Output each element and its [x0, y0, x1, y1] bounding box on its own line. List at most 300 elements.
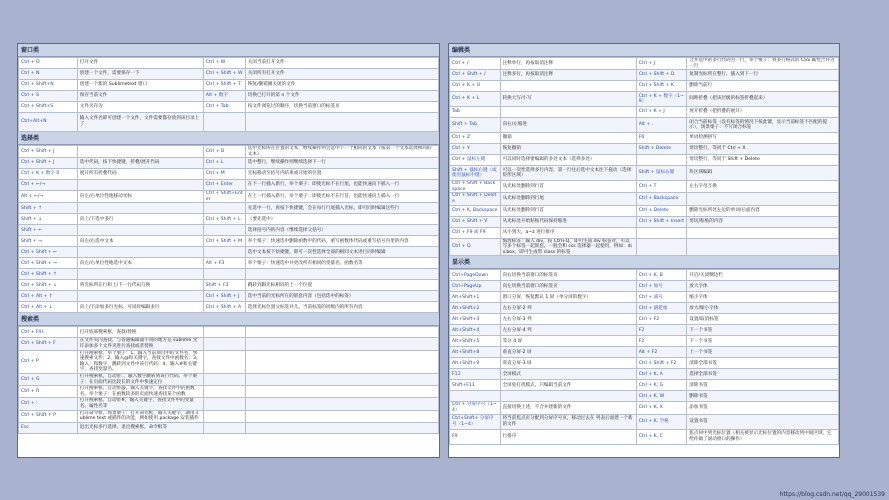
table-row	[19, 191, 439, 203]
shortcut-desc: 选中当前的光标所在的嵌套内容（包括选中的标签）	[245, 291, 438, 302]
shortcut-desc: 注释单行，再按取消注释	[500, 58, 636, 70]
shortcut-desc: 关闭当前打开文件	[245, 58, 438, 69]
shortcut-desc: 向左/右单位性地移动光标	[77, 191, 203, 203]
shortcut-key: Shift + →	[19, 236, 78, 247]
shortcut-key: Alt + ←/→	[19, 191, 78, 203]
shortcut-key: Alt + 数字	[203, 91, 245, 102]
table-row	[450, 81, 839, 92]
shortcut-key: Ctrl + K, C	[636, 429, 687, 444]
shortcut-key: Ctrl + Shift + F	[19, 338, 78, 350]
shortcut-key: Ctrl + F/H	[19, 327, 78, 338]
section-title: 搜索类	[18, 313, 439, 326]
shortcut-key: Ctrl + :	[19, 398, 78, 410]
shortcut-key: Ctrl + Backspace	[636, 193, 687, 205]
shortcut-key: Ctrl + Shift + Backspace	[450, 181, 501, 193]
shortcut-key: Ctrl + Shift + K	[636, 81, 687, 92]
shortcut-desc: 选择全部书签	[687, 369, 839, 380]
table-row	[19, 302, 439, 313]
shortcut-key: Alt+Shift+9	[450, 358, 501, 369]
table-row	[19, 410, 439, 422]
shortcut-desc	[77, 291, 203, 302]
shortcut-key: Ctrl + F2	[636, 314, 687, 325]
shortcut-desc: 从光标处开始粘贴代码保持缩进	[500, 216, 636, 227]
table-row	[450, 369, 839, 380]
shortcut-key: Ctrl + Shift + D	[636, 70, 687, 81]
shortcut-key: F6	[636, 133, 687, 144]
shortcut-key: Shift + ↓	[19, 214, 78, 225]
shortcut-key: Ctrl + K + 数字（1~9）	[636, 92, 687, 107]
shortcut-desc: 选择光标位置父标签对儿，当前标签的同级内的所有内容	[245, 302, 438, 313]
shortcut-key: Alt+Shift+3	[450, 314, 501, 325]
table-row	[450, 107, 839, 118]
shortcut-desc: （要先选中）	[245, 214, 438, 225]
table-row	[450, 303, 839, 314]
shortcut-desc: 举个栗子：快速选中删除函数中的代码，重写函数体代码或重写括号内里的内容	[245, 236, 438, 247]
shortcut-desc	[245, 113, 438, 132]
shortcut-table	[18, 145, 439, 313]
shortcut-desc: 剪切/粘贴的内容	[687, 216, 839, 227]
shortcut-desc: 窗口分屏，恢复默认 1 屏（单分屏的数字）	[500, 292, 636, 303]
shortcut-key: Ctrl + R	[19, 386, 78, 398]
table-row	[19, 91, 439, 102]
shortcut-key	[203, 247, 245, 258]
shortcut-desc: 光标移动至括号内结束或开始的位置	[245, 169, 438, 180]
shortcut-key	[450, 391, 501, 402]
shortcut-desc: 展开折叠（把折叠的展开）	[687, 107, 839, 118]
shortcut-desc: 合并选中的多行代码为一行，举个栗子：将多行格式的 CSS 属性合并为一行	[687, 58, 839, 70]
shortcut-key: Shift + 鼠标右键	[636, 166, 687, 181]
shortcut-desc: 举个栗子：快速选中并更改所有相同的变量名、函数名等	[245, 258, 438, 269]
shortcut-desc	[245, 327, 438, 338]
shortcut-desc: 跳转到跟光标相同的上一个位置	[245, 280, 438, 291]
table-row	[450, 227, 839, 238]
table-row	[19, 258, 439, 269]
shortcut-desc: 垂直分屏-3 屏	[500, 358, 636, 369]
table-row	[450, 92, 839, 107]
shortcut-key: Ctrl + M	[203, 169, 245, 180]
shortcut-key: Ctrl + ←/→	[19, 180, 78, 191]
shortcut-desc: 单词检测拼写	[687, 133, 839, 144]
shortcut-desc: 创建一个文件，需要保存一下	[77, 69, 203, 80]
table-row	[450, 380, 839, 391]
shortcut-desc: 从光标处删除到行尾	[500, 193, 636, 205]
shortcut-key: Ctrl + Shift + ↓	[19, 280, 78, 291]
table-row	[19, 338, 439, 350]
shortcut-desc: 打开搜索框，自动带：，输入数字跳转到该行代码。举个栗子：在页面代码比较长的文件中快速定位	[77, 373, 203, 385]
section-title: 显示类	[449, 256, 839, 269]
shortcut-desc: 选中代码，按下快捷键，折叠/展开代码	[77, 158, 203, 169]
shortcut-desc: 打开搜索框，自动带@，输入关键字，查找文件中的函数名。举个栗子：在函数较多的页面快速查找某个函数	[77, 386, 203, 398]
shortcut-key: Ctrl + S	[19, 91, 78, 102]
shortcut-key: Ctrl + Shift + J	[19, 146, 78, 158]
shortcut-key: Alt + .	[636, 118, 687, 133]
table-row	[19, 169, 439, 180]
shortcut-desc: 下一个书签	[687, 336, 839, 347]
shortcut-key: Ctrl + Shift + Delete	[450, 193, 501, 205]
table-row	[19, 80, 439, 91]
shortcut-desc	[77, 180, 203, 191]
table-row	[19, 327, 439, 338]
shortcut-key: Ctrl + Shift+Enter	[203, 191, 245, 203]
shortcut-key	[636, 238, 687, 256]
table-row	[450, 336, 839, 347]
shortcut-key: Ctrl + K + 数字 0	[19, 169, 78, 180]
shortcut-desc: 输入文件名即可创建一个文件，文件需要都存放到该目录上了	[77, 113, 203, 132]
shortcut-key: Ctrl + K, B	[636, 270, 687, 281]
shortcut-desc: 关闭所有打开文件	[245, 69, 438, 80]
shortcut-desc: 下一个书签	[687, 325, 839, 336]
shortcut-desc	[77, 203, 203, 214]
shortcut-key: Ctrl + 加号	[636, 281, 687, 292]
shortcut-desc	[77, 146, 203, 158]
table-row	[450, 133, 839, 144]
table-row	[450, 155, 839, 166]
shortcut-desc: 设置书签	[687, 414, 839, 429]
shortcut-key: Ctrl + O	[19, 58, 78, 69]
shortcut-key	[636, 155, 687, 166]
shortcut-desc: 向左/右选中文本	[77, 236, 203, 247]
shortcut-key: Shift + Tab	[450, 118, 501, 133]
table-row	[19, 214, 439, 225]
shortcut-key: Ctrl + Shift + P	[19, 410, 78, 422]
shortcut-table	[18, 326, 439, 433]
shortcut-key	[203, 398, 245, 410]
shortcut-desc: 可以一次性选择多行内容，第一行往后选中文本往下拖动（选择矩形区域）	[500, 166, 636, 181]
shortcut-key: Ctrl + Q	[450, 238, 501, 256]
shortcut-key: Ctrl+Alt+N	[19, 113, 78, 132]
shortcut-key: Ctrl + L	[203, 158, 245, 169]
shortcut-key: F11	[450, 369, 501, 380]
shortcut-desc: 删除当前行	[687, 81, 839, 92]
shortcut-key: Alt+Shift+1	[450, 292, 501, 303]
shortcut-key: Shift + ←	[19, 225, 78, 236]
shortcut-key	[203, 410, 245, 422]
shortcut-desc: 在文件夹内查找，与普通编辑器不同的地方是 sublime 允许添加多个文件夹进行查找或者替换	[77, 338, 203, 350]
section-title: 选择类	[18, 132, 439, 145]
shortcut-key: Ctrl + Shift + ↑	[19, 269, 78, 280]
shortcut-key: Ctrl + G	[19, 373, 78, 385]
shortcut-desc: 切换已打开的第 n 个文件	[245, 91, 438, 102]
shortcut-key: Ctrl + Shift + →	[19, 258, 78, 269]
table-row	[450, 314, 839, 325]
table-row	[19, 158, 439, 169]
shortcut-desc: 删除书签	[687, 391, 839, 402]
shortcut-key: Alt+Shift+4	[450, 325, 501, 336]
shortcut-key: F2	[636, 336, 687, 347]
table-row	[19, 269, 439, 280]
shortcut-desc: 行排序	[500, 429, 636, 444]
shortcut-key: Ctrl + Z	[450, 133, 501, 144]
shortcut-key: Ctrl + Shift+N	[19, 80, 78, 91]
shortcut-key: Ctrl + K, A	[636, 369, 687, 380]
shortcut-key: Ctrl + D	[203, 146, 245, 158]
shortcut-key: Ctrl + Shift+S	[19, 102, 78, 113]
table-row	[450, 216, 839, 227]
shortcut-desc: 剪切整行，等同于 Shift + Delete	[687, 155, 839, 166]
shortcut-desc: 在上一行插入新行，举个栗子：即使光标不在行首，也能快速向上插入一行	[245, 191, 438, 203]
table-row	[450, 292, 839, 303]
shortcut-desc: 从小到大，a~z 进行排序	[500, 227, 636, 238]
shortcut-key: Alt+Shift+2	[450, 303, 501, 314]
shortcut-key: Alt+Shift+8	[450, 347, 501, 358]
shortcut-key: Ctrl + Shift + ←	[19, 247, 78, 258]
shortcut-key: Ctrl + Y	[450, 144, 501, 155]
table-row	[450, 70, 839, 81]
section-title: 窗口类	[18, 44, 439, 57]
shortcut-key: Ctrl + K, G	[636, 380, 687, 391]
shortcut-key: Ctrl + /	[450, 58, 501, 70]
shortcut-desc: 块区域编辑	[687, 166, 839, 181]
shortcut-desc: 文件另存为	[77, 102, 203, 113]
shortcut-desc: 从光标处删除到行首	[500, 181, 636, 193]
shortcut-key: F9	[450, 429, 501, 444]
table-row	[450, 358, 839, 369]
shortcut-desc: 清除全部书签	[687, 358, 839, 369]
shortcut-desc: 选择括号内的内容（继续选择父括号）	[245, 225, 438, 236]
shortcut-desc: 恢复撤销	[500, 144, 636, 155]
table-row	[19, 247, 439, 258]
shortcut-desc	[77, 225, 203, 236]
shortcut-key: Ctrl + J	[636, 58, 687, 70]
table-row	[19, 350, 439, 373]
shortcut-key	[203, 225, 245, 236]
shortcut-desc	[687, 227, 839, 238]
table-row	[450, 402, 839, 414]
shortcut-desc: 放大字体	[687, 281, 839, 292]
shortcut-key	[203, 373, 245, 385]
shortcut-desc: 选中整行，继续操作则继续选择下一行	[245, 158, 438, 169]
shortcut-key: Ctrl + Shift + W	[203, 69, 245, 80]
shortcut-desc: 闭合当前标签（没有标签的情况下按此键，显示当前标签不匹配的提示），场景栗子：不写闭合标签	[687, 118, 839, 133]
shortcut-key: Alt+Shift+5	[450, 336, 501, 347]
shortcut-key: Ctrl + 减号	[636, 292, 687, 303]
shortcut-key	[203, 269, 245, 280]
shortcut-key: Ctrl + Delete	[636, 205, 687, 216]
table-row	[19, 113, 439, 132]
shortcut-key: Ctrl+Shift+ 分屏序号（1~4）	[450, 414, 501, 429]
shortcut-key: Shift + F3	[203, 280, 245, 291]
shortcut-desc	[245, 410, 438, 422]
table-row	[450, 391, 839, 402]
shortcut-desc: 向上/下添加多行光标，可同时编辑多行	[77, 302, 203, 313]
table-row	[450, 144, 839, 155]
shortcut-desc: 添加书签	[687, 402, 839, 414]
shortcut-table	[449, 57, 839, 256]
shortcut-desc: 垂直分屏-2 屏	[500, 347, 636, 358]
left-shortcut-panel	[17, 43, 440, 458]
shortcut-key: Ctrl + K, Backspace	[450, 205, 501, 216]
shortcut-desc: 清除书签	[687, 380, 839, 391]
table-row	[450, 325, 839, 336]
watermark: https://blog.csdn.net/qq_29001539	[779, 491, 885, 498]
shortcut-desc: 缩放标签：输入 div，按 Ctrl+Q，即可生成 div 标签对，可以写多个标签一起嵌套，一般会和 css 选择器一起使用，例如：div.box，即可生成带 class 的标签	[500, 238, 636, 256]
shortcut-key: Ctrl + Shift + Insert	[636, 216, 687, 227]
shortcut-key: Ctrl + N	[19, 69, 78, 80]
shortcut-desc	[77, 247, 203, 258]
shortcut-desc: 展开所有折叠代码	[77, 169, 203, 180]
shortcut-desc: 打开命令框。场景栗子：打开命名框，输入关键字，调用 sublime text 或插件的功能，例如使用 package 安装插件	[77, 410, 203, 422]
shortcut-key: Esc	[19, 422, 78, 433]
shortcut-desc: 创建一个新的 Sublimetext 窗口	[77, 80, 203, 91]
shortcut-desc: 向左切换当前窗口的标签页	[500, 281, 636, 292]
shortcut-desc: 全屏免打扰模式，只编辑当前文件	[500, 380, 636, 391]
shortcut-desc: 间距折叠（把该层级的标签折叠起来）	[687, 92, 839, 107]
shortcut-desc: 先选中一行，再按下快捷键，会在每行行尾插入光标，即可同时编辑这些行	[245, 203, 438, 214]
shortcut-key: Ctrl + K, W	[636, 391, 687, 402]
shortcut-desc: 放大/缩小字体	[687, 303, 839, 314]
table-row	[450, 205, 839, 216]
shortcut-desc	[500, 391, 636, 402]
table-row	[19, 398, 439, 410]
shortcut-desc	[687, 193, 839, 205]
shortcut-desc: 将当前焦点页分配到分屏序号页，移动过去在 列表后面建一个新的文件	[500, 414, 636, 429]
shortcut-key: Ctrl + Shift + V	[450, 216, 501, 227]
shortcut-key: Ctrl + P	[19, 350, 78, 373]
table-row	[450, 181, 839, 193]
table-row	[19, 386, 439, 398]
shortcut-desc: 上一个书签	[687, 347, 839, 358]
shortcut-key: Ctrl + Shift + F2	[636, 358, 687, 369]
shortcut-desc	[245, 398, 438, 410]
shortcut-key	[203, 338, 245, 350]
shortcut-key: Shift + 鼠标右键（或使用鼠标中键）	[450, 166, 501, 181]
shortcut-key: Ctrl + K + U	[450, 81, 501, 92]
shortcut-table	[449, 269, 839, 444]
shortcut-key: Alt + F3	[203, 258, 245, 269]
table-row	[450, 347, 839, 358]
shortcut-key: Ctrl + Shift + T	[203, 80, 245, 91]
shortcut-desc: 选中光标所在位置的文本，继续操作则会选中下一个相同的文本（按第一个文本选择相同的文本）	[245, 146, 438, 158]
table-row	[450, 429, 839, 444]
table-row	[19, 225, 439, 236]
shortcut-desc	[500, 81, 636, 92]
table-row	[19, 58, 439, 69]
shortcut-desc: 可以同时选择要编辑的多处文本（选择多处）	[500, 155, 636, 166]
shortcut-key: F2	[636, 325, 687, 336]
table-row	[19, 203, 439, 214]
shortcut-desc: 直接切换上述，不合并建新的文件	[500, 402, 636, 414]
shortcut-desc: 剪切整行，等同于 Ctrl + X	[687, 144, 839, 155]
table-row	[450, 58, 839, 70]
shortcut-desc: 打开底部搜索框，查找/替换	[77, 327, 203, 338]
shortcut-key	[203, 350, 245, 373]
shortcut-key: Ctrl + 分屏序号（1~4）	[450, 402, 501, 414]
shortcut-key: Ctrl + Shift + /	[450, 70, 501, 81]
shortcut-desc: 开启/关闭侧边栏	[687, 270, 839, 281]
shortcut-desc: 设置/取消标签	[687, 314, 839, 325]
shortcut-desc: 将光标所在行和上/下一行代码互换	[77, 280, 203, 291]
shortcut-desc: 缩小字体	[687, 292, 839, 303]
table-row	[19, 236, 439, 247]
shortcut-key: Ctrl + T	[636, 181, 687, 193]
shortcut-desc: 恢复/撤销刚关闭的文件	[245, 80, 438, 91]
shortcut-desc: 左右分屏-2 列	[500, 303, 636, 314]
table-row	[450, 193, 839, 205]
shortcut-key: Ctrl + 鼠标左键	[450, 155, 501, 166]
shortcut-key: Alt + F2	[636, 347, 687, 358]
table-row	[450, 281, 839, 292]
shortcut-key: Ctrl + 滚轮加	[636, 303, 687, 314]
shortcut-desc: 打开文件	[77, 58, 203, 69]
shortcut-desc: 等分 4 屏	[500, 336, 636, 347]
shortcut-key: Ctrl + Tab	[203, 102, 245, 113]
table-row	[450, 414, 839, 429]
shortcut-desc: 从光标处删除到行首	[500, 205, 636, 216]
table-row	[19, 422, 439, 433]
shortcut-table	[18, 57, 439, 132]
shortcut-key	[636, 227, 687, 238]
shortcut-key: Ctrl+PageUp	[450, 281, 501, 292]
table-row	[19, 180, 439, 191]
shortcut-desc: 打开搜索框。举个栗子：1、输入当前项目中的文件名，快速搜索文件；2、输入@和关键字，查找文件中函数名；3、输入：和数字，跳转到文件中该行代码；4、输入#和关键字，查找变量名。	[77, 350, 203, 373]
shortcut-desc: 向左/右单位性地选中文本	[77, 258, 203, 269]
shortcut-desc	[245, 338, 438, 350]
table-row	[19, 373, 439, 385]
table-row	[19, 146, 439, 158]
shortcut-key: Ctrl + W	[203, 58, 245, 69]
shortcut-key: Ctrl + Shift + J	[203, 291, 245, 302]
shortcut-key	[203, 203, 245, 214]
shortcut-desc: 复制光标所在整行，插入到下一行	[687, 70, 839, 81]
shortcut-desc	[245, 373, 438, 385]
shortcut-key: Shift + ↑	[19, 203, 78, 214]
shortcut-desc: 删除光标所处左边的单词/后面内容	[687, 205, 839, 216]
table-row	[19, 69, 439, 80]
shortcut-key	[203, 113, 245, 132]
shortcut-key: Ctrl + Shift + A	[203, 302, 245, 313]
shortcut-key: Ctrl + F9 或 F9	[450, 227, 501, 238]
shortcut-key: Ctrl + Shift + J	[19, 158, 78, 169]
shortcut-desc: 焦点回中到光标位置（相关被显示光标位置的内容移动到中间区域，它给你做了滚动窗口的操作）	[687, 429, 839, 444]
shortcut-key: Ctrl + K, 空格	[636, 414, 687, 429]
shortcut-desc: 注释多行，再按取消注释	[500, 70, 636, 81]
shortcut-desc	[687, 238, 839, 256]
shortcut-desc: 向右/左缩进	[500, 118, 636, 133]
shortcut-key: Ctrl + Alt + ↑	[19, 291, 78, 302]
shortcut-desc: 全屏模式	[500, 369, 636, 380]
shortcut-desc: 向右切换当前窗口的标签页	[500, 270, 636, 281]
table-row	[450, 118, 839, 133]
table-row	[450, 166, 839, 181]
shortcut-desc	[245, 269, 438, 280]
shortcut-desc: 选中文本按下快捷键，即可一次性选择全部的相同文本进行同时编辑	[245, 247, 438, 258]
shortcut-key	[203, 327, 245, 338]
shortcut-key: Tab	[450, 107, 501, 118]
shortcut-key: Ctrl+PageDown	[450, 270, 501, 281]
shortcut-desc: 在下一行插入新行，举个栗子：即使光标不在行尾，也能快速向下插入一行	[245, 180, 438, 191]
shortcut-desc: 按文件浏览过的顺序，切换当前窗口的标签页	[245, 102, 438, 113]
shortcut-desc	[245, 350, 438, 373]
shortcut-key: Ctrl + Shift + M	[203, 236, 245, 247]
shortcut-key: Ctrl + K + J	[636, 107, 687, 118]
shortcut-key: Ctrl + Enter	[203, 180, 245, 191]
shortcut-key: Shift + Delete	[636, 144, 687, 155]
table-row	[19, 291, 439, 302]
section-title: 编辑类	[449, 44, 839, 57]
table-row	[450, 238, 839, 256]
shortcut-key: Ctrl + Alt + ↓	[19, 302, 78, 313]
table-row	[19, 280, 439, 291]
shortcut-key: Ctrl + K, X	[636, 402, 687, 414]
right-shortcut-panel	[448, 43, 840, 458]
shortcut-desc: 打开搜索框，自动带#，输入关键字，查找文件中的变量名、属性名等	[77, 398, 203, 410]
shortcut-key: Ctrl + Shift + L	[203, 214, 245, 225]
shortcut-desc: 左右字母互换	[687, 181, 839, 193]
shortcut-desc: 转换大写/小写	[500, 92, 636, 107]
shortcut-desc	[245, 422, 438, 433]
table-row	[19, 102, 439, 113]
shortcut-desc	[245, 386, 438, 398]
